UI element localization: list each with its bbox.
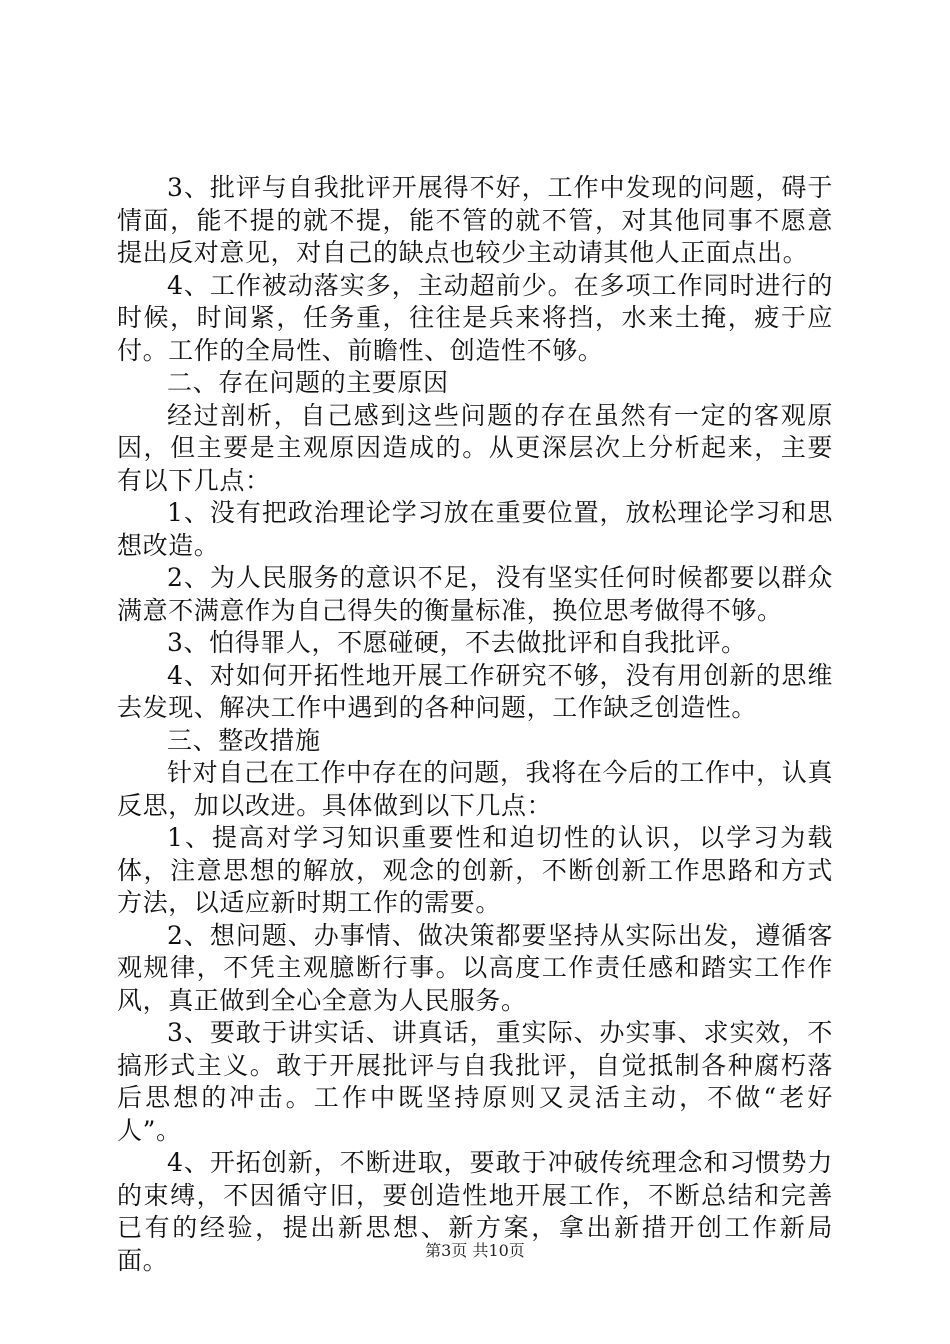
paragraph-cause-4: 4、对如何开拓性地开展工作研究不够，没有用创新的思维去发现、解决工作中遇到的各种问题，工作缺乏创造性。 — [117, 660, 833, 722]
page-number-footer: 第3页 共10页 — [425, 1241, 525, 1260]
section-heading-causes: 二、存在问题的主要原因 — [167, 368, 449, 397]
paragraph-analysis-intro: 经过剖析，自己感到这些问题的存在虽然有一定的客观原因，但主要是主观原因造成的。从更深层次上分析起来，主要有以下几点： — [117, 400, 833, 495]
paragraph-measure-3: 3、要敢于讲实话、讲真话，重实际、办实事、求实效，不搞形式主义。敢于开展批评与自我批评，自觉抵制各种腐朽落后思想的冲击。工作中既坚持原则又灵活主动，不做“老好人”。 — [117, 1018, 833, 1145]
paragraph-measure-2: 2、想问题、办事情、做决策都要坚持从实际出发，遵循客观规律，不凭主观臆断行事。以高度工作责任感和踏实工作作风，真正做到全心全意为人民服务。 — [117, 920, 833, 1015]
paragraph-measure-4: 4、开拓创新，不断进取，要敢于冲破传统理念和习惯势力的束缚，不因循守旧，要创造性地开展工作，不断总结和完善已有的经验，提出新思想、新方案，拿出新措开创工作新局面。 — [117, 1148, 833, 1275]
paragraph-criticism: 3、批评与自我批评开展得不好，工作中发现的问题，碍于情面，能不提的就不提，能不管的就不管，对其他同事不愿意提出反对意见，对自己的缺点也较少主动请其他人正面点出。 — [117, 173, 833, 267]
paragraph-cause-3: 3、怕得罪人，不愿碰硬，不去做批评和自我批评。 — [167, 628, 747, 657]
paragraph-cause-1: 1、没有把政治理论学习放在重要位置，放松理论学习和思想改造。 — [117, 498, 833, 560]
section-heading-measures: 三、整改措施 — [167, 725, 321, 755]
paragraph-passive-work: 4、工作被动落实多，主动超前少。在多项工作同时进行的时候，时间紧，任务重，往往是兵来将挡，水来土掩，疲于应付。工作的全局性、前瞻性、创造性不够。 — [117, 270, 833, 365]
paragraph-measures-intro: 针对自己在工作中存在的问题，我将在今后的工作中，认真反思，加以改进。具体做到以下几点： — [117, 758, 833, 820]
paragraph-measure-1: 1、提高对学习知识重要性和迫切性的认识，以学习为载体，注意思想的解放，观念的创新，不断创新工作思路和方式方法，以适应新时期工作的需要。 — [117, 823, 833, 917]
paragraph-cause-2: 2、为人民服务的意识不足，没有坚实任何时候都要以群众满意不满意作为自己得失的衡量标准，换位思考做得不够。 — [117, 563, 833, 625]
document-body — [117, 172, 833, 1277]
